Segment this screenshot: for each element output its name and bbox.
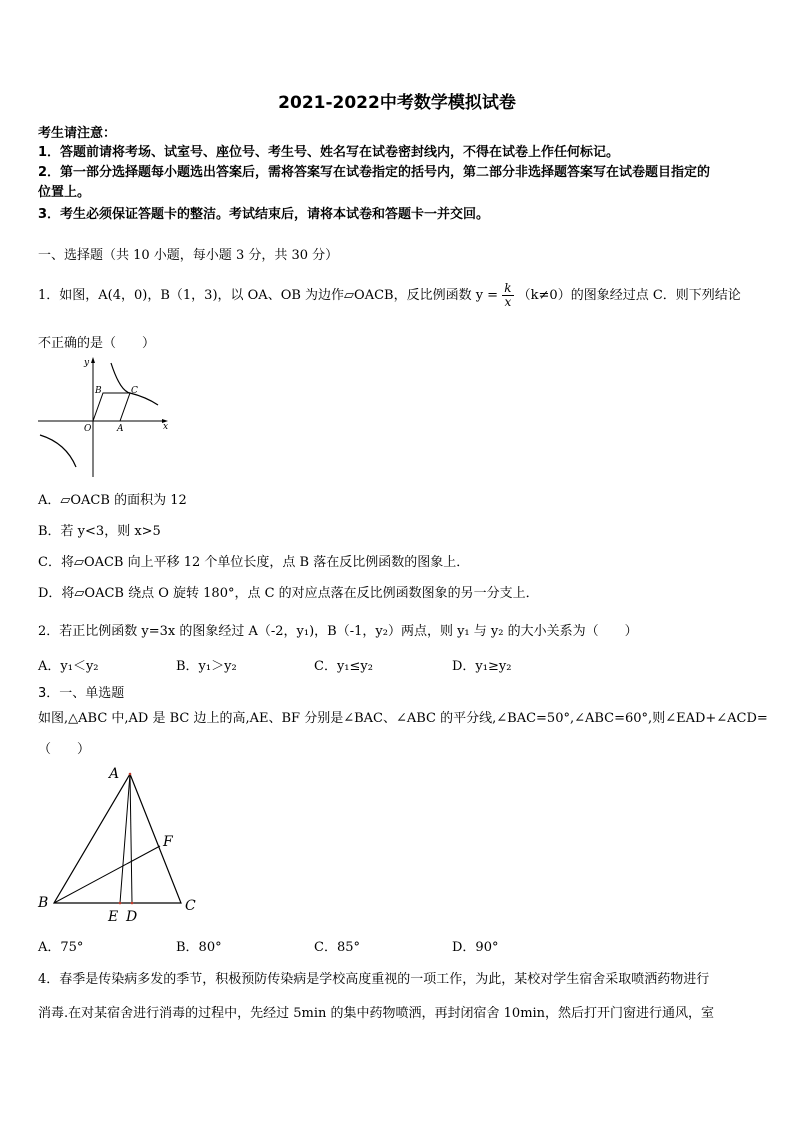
label-a: A — [109, 766, 120, 782]
label-c: C — [131, 386, 138, 396]
q3-triangle-figure — [36, 762, 216, 930]
triangle-abc — [54, 774, 181, 903]
notice-item-3: 3．考生必须保证答题卡的整洁。考试结束后，请将本试卷和答题卡一并交回。 — [38, 207, 490, 222]
point-e — [119, 902, 122, 905]
q1-figure — [36, 355, 176, 483]
q3-blank: （ ） — [38, 742, 91, 757]
q1-option-b: B．若 y<3，则 x>5 — [38, 524, 161, 539]
label-b: B — [38, 895, 49, 911]
label-d: D — [126, 909, 138, 925]
hyperbola-branch-1 — [111, 363, 158, 405]
label-f: F — [163, 834, 173, 850]
q3-heading: 3．一、单选题 — [38, 686, 125, 701]
q2-stem: 2．若正比例函数 y=3x 的图象经过 A（-2，y₁)，B（-1，y₂）两点，则 y₁ 与 y₂ 的大小关系为（ ） — [38, 624, 638, 639]
label-y: y — [84, 358, 90, 368]
segment-ae — [120, 774, 130, 903]
q2-option-d: D．y₁≥y₂ — [452, 659, 512, 674]
point-a — [129, 773, 132, 776]
label-c: C — [185, 898, 196, 914]
q1-option-a: A．▱OACB 的面积为 12 — [38, 493, 187, 508]
label-x: x — [163, 422, 169, 432]
q1-stem-part-b: （k≠0）的图象经过点 C．则下列结论 — [517, 288, 741, 303]
point-d — [131, 902, 134, 905]
q4-stem-line2: 消毒.在对某宿舍进行消毒的过程中，先经过 5min 的集中药物喷洒，再封闭宿舍 10min，然后打开门窗进行通风，室 — [38, 1006, 715, 1021]
q2-option-b: B．y₁＞y₂ — [176, 659, 237, 674]
segment-bf — [54, 846, 160, 903]
q1-option-d: D．将▱OACB 绕点 O 旋转 180°，点 C 的对应点落在反比例函数图象的另一分支上． — [38, 586, 539, 601]
q2-option-c: C．y₁≤y₂ — [314, 659, 373, 674]
parallelogram-oacb — [93, 393, 130, 421]
q1-fraction — [502, 282, 513, 309]
q1-option-c: C．将▱OACB 向上平移 12 个单位长度，点 B 落在反比例函数的图象上． — [38, 555, 470, 570]
q4-stem-line1: 4．春季是传染病多发的季节，积极预防传染病是学校高度重视的一项工作，为此，某校对学生宿舍采取喷洒药物进行 — [38, 972, 710, 987]
notice-item-2-cont: 位置上。 — [38, 185, 91, 200]
q1-stem — [38, 282, 741, 310]
label-o: O — [84, 424, 92, 434]
label-e: E — [108, 909, 119, 925]
label-b: B — [95, 386, 102, 396]
q3-option-a: A．75° — [38, 940, 84, 955]
q3-stem: 如图,△ABC 中,AD 是 BC 边上的高,AE、BF 分别是∠BAC、∠ABC 的平分线,∠BAC=50°,∠ABC=60°,则∠EAD+∠ACD= — [38, 711, 768, 726]
q2-option-a: A．y₁＜y₂ — [38, 659, 99, 674]
page-title: 2021-2022中考数学模拟试卷 — [278, 93, 516, 113]
q1-frac-num: k — [504, 281, 512, 295]
notice-heading: 考生请注意： — [38, 126, 117, 141]
hyperbola-branch-2 — [40, 435, 76, 467]
q1-frac-den: x — [504, 295, 512, 309]
q1-stem-part-a: 1．如图，A(4，0)，B（1，3)，以 OA、OB 为边作▱OACB，反比例函数 y = — [38, 288, 499, 303]
segment-ad — [130, 774, 132, 903]
notice-item-2: 2．第一部分选择题每小题选出答案后，需将答案写在试卷指定的括号内，第二部分非选择题答案写在试卷题目指定的 — [38, 165, 711, 180]
q3-option-c: C．85° — [314, 940, 360, 955]
section-heading: 一、选择题（共 10 小题，每小题 3 分，共 30 分） — [38, 248, 339, 263]
y-axis-arrow — [91, 357, 95, 363]
notice-item-1: 1．答题前请将考场、试室号、座位号、考生号、姓名写在试卷密封线内，不得在试卷上作任何标记。 — [38, 145, 620, 160]
label-a: A — [117, 424, 124, 434]
q1-stem-line2: 不正确的是（ ） — [38, 336, 156, 351]
q3-option-b: B．80° — [176, 940, 222, 955]
q3-option-d: D．90° — [452, 940, 499, 955]
